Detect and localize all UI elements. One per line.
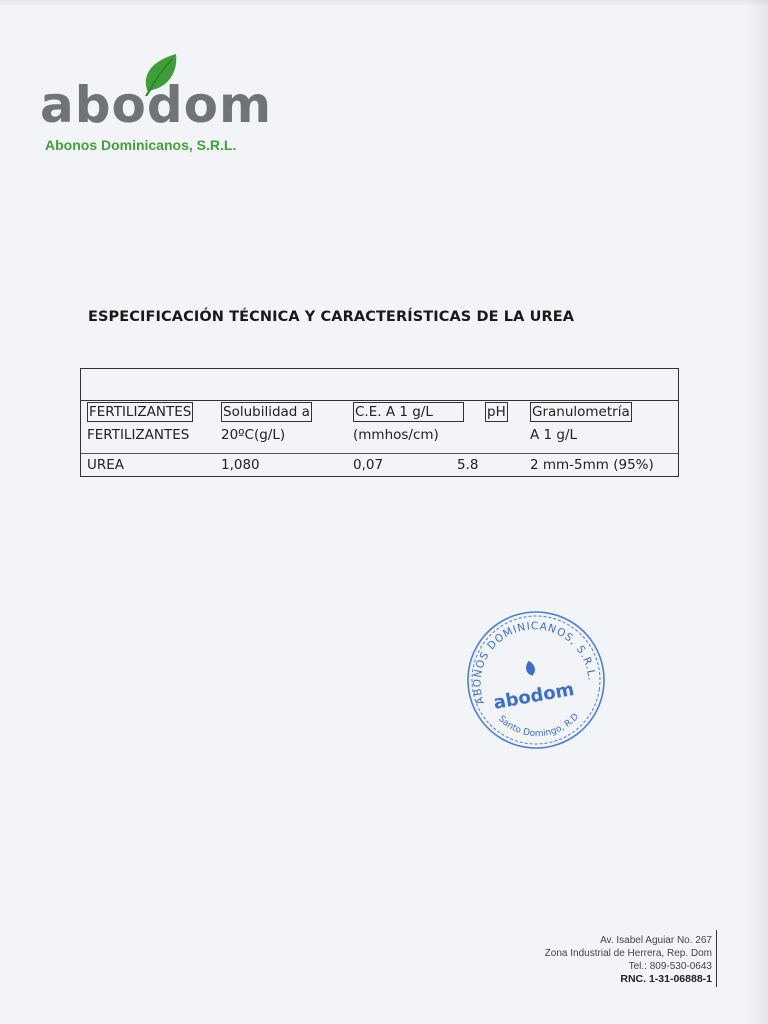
rnc-line: RNC. 1-31-06888-1 <box>620 973 712 985</box>
scan-edge-top <box>0 0 768 6</box>
header-cell: FERTILIZANTES <box>89 404 192 420</box>
header-cell: (mmhos/cm) <box>353 427 439 443</box>
header-cell: FERTILIZANTES <box>87 427 190 443</box>
document-title: ESPECIFICACIÓN TÉCNICA Y CARACTERÍSTICAS DE LA UREA <box>88 309 575 325</box>
header-cell: C.E. A 1 g/L <box>353 402 464 422</box>
header-cell: pH <box>487 404 506 420</box>
address-block <box>545 934 712 986</box>
stamp-top-text: ABONOS DOMINICANOS, S.R.L. <box>471 620 598 706</box>
table-cell: 2 mm-5mm (95%) <box>530 457 654 473</box>
stamp-center-text: abodom <box>491 678 576 714</box>
table-row <box>81 454 678 476</box>
table-cell: UREA <box>87 457 125 473</box>
address-line: Av. Isabel Aguiar No. 267 <box>600 935 712 946</box>
header-cell: A 1 g/L <box>530 427 578 443</box>
table-empty-row <box>81 369 678 401</box>
scan-edge-right <box>746 0 768 1024</box>
logo-wordmark: abodom <box>40 76 273 134</box>
stamp-bottom-text: Santo Domingo, R.D. <box>496 712 582 740</box>
header-cell: Solubilidad a <box>223 404 310 420</box>
address-divider <box>716 930 717 987</box>
header-cell: Granulometría <box>532 404 630 420</box>
stamp-leaf-icon <box>525 661 536 676</box>
spec-table <box>80 368 679 477</box>
table-cell: 0,07 <box>353 457 384 473</box>
table-cell: 1,080 <box>221 457 260 473</box>
table-cell: 5.8 <box>457 457 479 473</box>
company-stamp <box>466 606 606 754</box>
table-header-row <box>81 423 678 454</box>
address-line: Zona Industrial de Herrera, Rep. Dom <box>544 948 712 959</box>
phone-line: Tel.: 809-530-0643 <box>628 961 712 972</box>
table-header-row <box>81 401 678 423</box>
header-cell: 20ºC(g/L) <box>221 427 286 443</box>
company-logo <box>40 52 273 162</box>
company-subtitle: Abonos Dominicanos, S.R.L. <box>45 137 237 153</box>
